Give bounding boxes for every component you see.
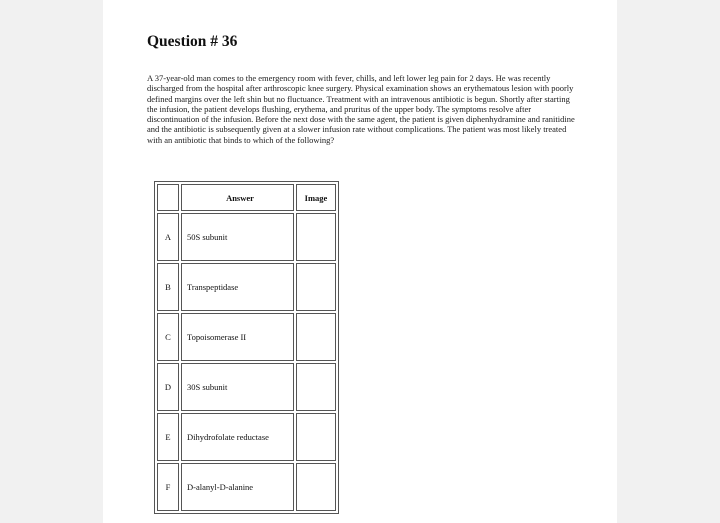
document-page	[103, 0, 617, 523]
answer-row-a[interactable]	[157, 213, 336, 261]
answer-letter: E	[157, 413, 179, 461]
answer-row-d[interactable]	[157, 363, 336, 411]
answer-table-header	[157, 184, 336, 211]
answer-image-cell	[296, 413, 336, 461]
answer-row-f[interactable]	[157, 463, 336, 511]
answer-text: Topoisomerase II	[181, 313, 294, 361]
answer-row-b[interactable]	[157, 263, 336, 311]
question-title: Question # 36	[147, 33, 238, 50]
header-answer: Answer	[181, 184, 294, 211]
answer-text: Dihydrofolate reductase	[181, 413, 294, 461]
answer-image-cell	[296, 463, 336, 511]
answer-image-cell	[296, 313, 336, 361]
answer-letter: B	[157, 263, 179, 311]
answer-image-cell	[296, 263, 336, 311]
answer-table	[154, 181, 339, 514]
header-letter-cell	[157, 184, 179, 211]
answer-image-cell	[296, 213, 336, 261]
answer-letter: A	[157, 213, 179, 261]
answer-text: 50S subunit	[181, 213, 294, 261]
answer-row-e[interactable]	[157, 413, 336, 461]
answer-image-cell	[296, 363, 336, 411]
answer-letter: D	[157, 363, 179, 411]
question-stem: A 37-year-old man comes to the emergency room with fever, chills, and left lower leg pain for 2 days. He was recently discharged from the hospital after arthroscopic knee surgery. Physical examination shows an erythematous lesion with poorly defined margins over the left shin but no fluctuance. Treatment with an intravenous antibiotic is begun. Shortly after starting the infusion, the patient develops flushing, erythema, and pruritus of the upper body. The symptoms resolve after discontinuation of the infusion. Before the next dose with the same agent, the patient is given diphenhydramine and ranitidine and the antibiotic is subsequently given at a slower infusion rate without complications. The patient was most likely treated with an antibiotic that binds to which of the following?	[147, 73, 575, 145]
answer-letter: C	[157, 313, 179, 361]
answer-text: D-alanyl-D-alanine	[181, 463, 294, 511]
answer-row-c[interactable]	[157, 313, 336, 361]
answer-text: Transpeptidase	[181, 263, 294, 311]
answer-text: 30S subunit	[181, 363, 294, 411]
header-image: Image	[296, 184, 336, 211]
answer-letter: F	[157, 463, 179, 511]
